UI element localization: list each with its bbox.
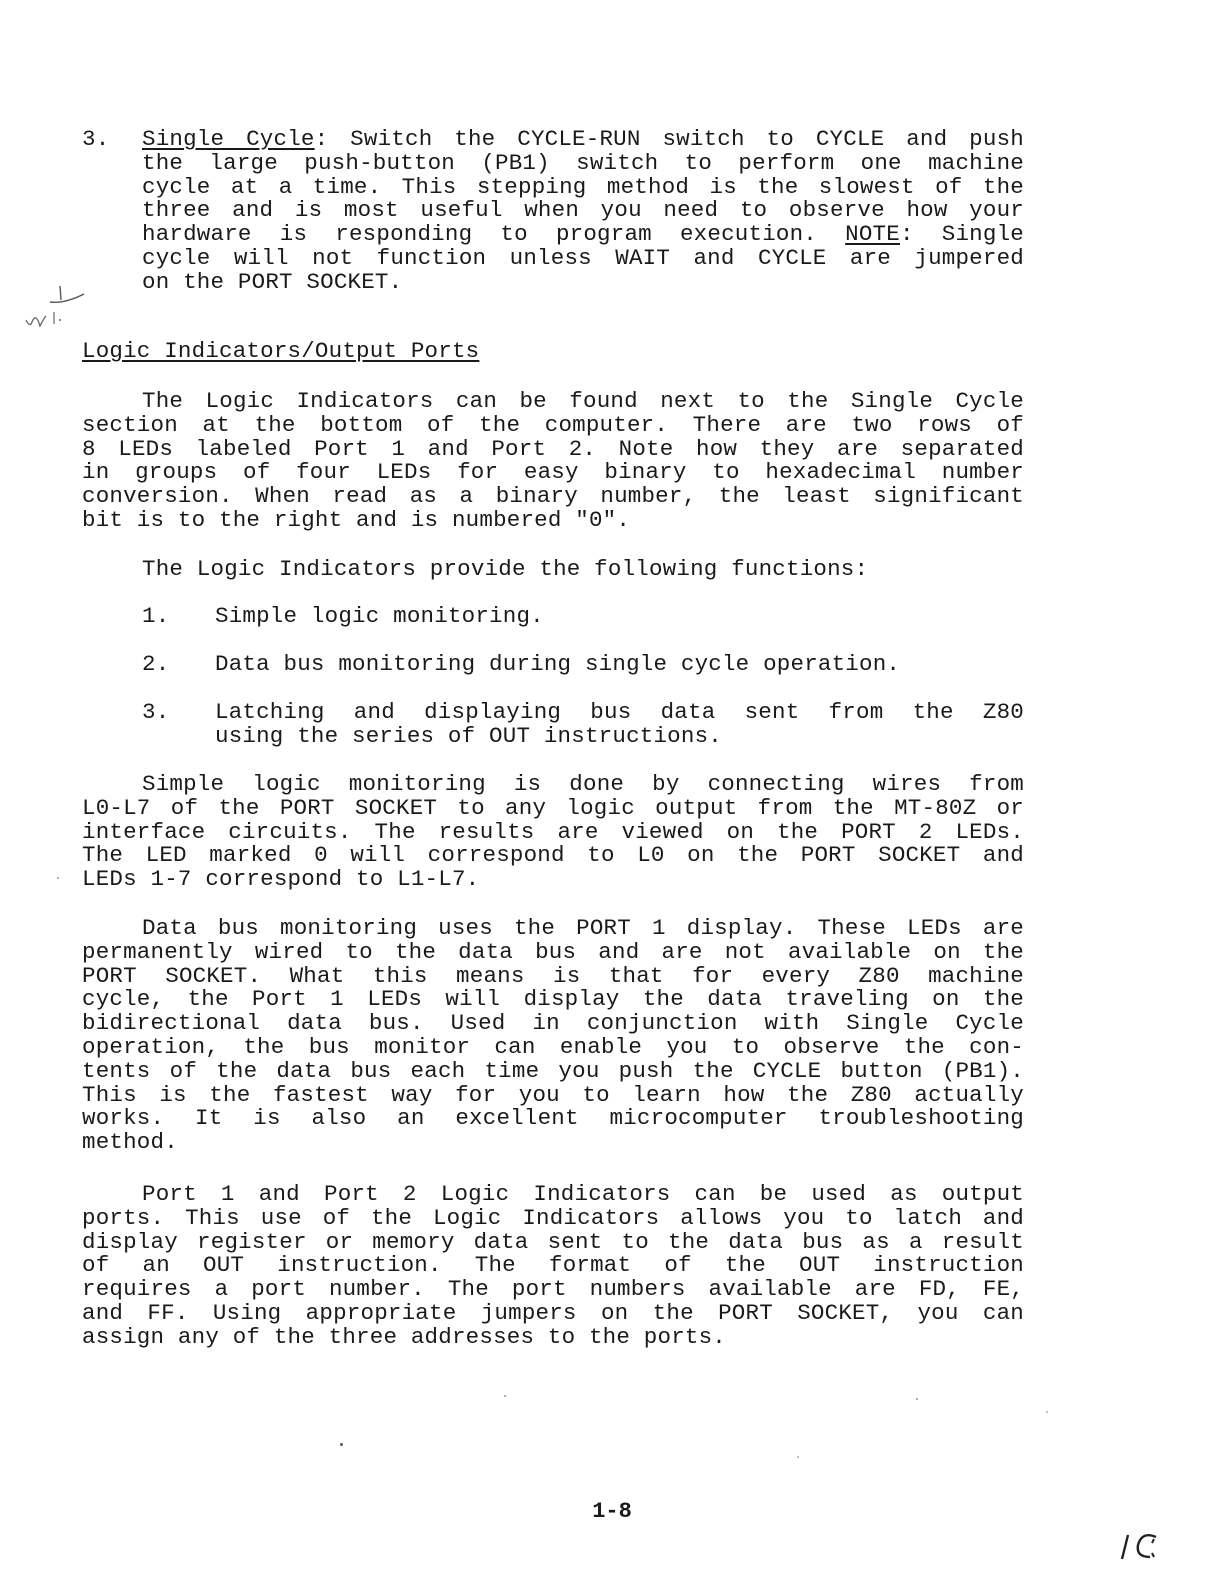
text-line: The Logic Indicators can be found next to the Single Cycle (142, 388, 1024, 414)
text-line: method. (82, 1129, 178, 1156)
text-line: 8 LEDs labeled Port 1 and Port 2. Note how they are separated (82, 435, 1024, 462)
handwritten-margin-mark (14, 282, 94, 342)
text-line: conversion. When read as a binary number, the least significant (82, 483, 1024, 510)
scan-speck (504, 1395, 506, 1397)
text-line: Port 1 and Port 2 Logic Indicators can be used as output (142, 1181, 1024, 1207)
text-line: permanently wired to the data bus and are not available on the (82, 938, 1024, 965)
note-label: NOTE (845, 221, 900, 248)
paragraph-data-bus (82, 917, 1024, 1155)
text-line: cycle will not function unless WAIT and CYCLE are jumpered (142, 244, 1024, 271)
text-line: hardware is responding to program execution. NOTE: Single (142, 221, 1024, 248)
single-cycle-body (142, 128, 1024, 295)
text-line: and FF. Using appropriate jumpers on the PORT SOCKET, you can (82, 1299, 1024, 1326)
text-line: works. It is also an excellent microcomputer troubleshooting (82, 1105, 1024, 1132)
paragraph-logic-indicators (82, 390, 1024, 533)
item-text (215, 701, 1024, 749)
item-number: 3. (82, 126, 110, 152)
text-line: assign any of the three addresses to the ports. (82, 1323, 727, 1350)
single-cycle-title: Single Cycle (142, 126, 315, 152)
text-line: section at the bottom of the computer. There are two rows of (82, 411, 1024, 438)
text-line: Single Cycle: Switch the CYCLE-RUN switch to CYCLE and push (142, 126, 1024, 152)
text-line: three and is most useful when you need to observe how your (142, 197, 1024, 224)
item-text: Simple logic monitoring. (215, 603, 544, 629)
text-line: bit is to the right and is numbered "0". (82, 506, 631, 533)
text-line: The LED marked 0 will correspond to L0 on the PORT SOCKET and (82, 842, 1024, 869)
text-line: Simple logic monitoring is done by connecting wires from (142, 771, 1024, 797)
text-line: cycle at a time. This stepping method is the slowest of the (142, 173, 1024, 200)
text-line: on the PORT SOCKET. (142, 268, 403, 295)
page-number: 1-8 (592, 1499, 632, 1524)
text-line: PORT SOCKET. What this means is that for every Z80 machine (82, 962, 1024, 989)
scan-speck (340, 1443, 343, 1446)
text-line: requires a port number. The port numbers available are FD, FE, (82, 1276, 1024, 1303)
paragraph-functions-intro: The Logic Indicators provide the following functions: (142, 556, 869, 582)
scan-speck (797, 1456, 799, 1458)
text-line: Data bus monitoring uses the PORT 1 display. These LEDs are (142, 915, 1024, 941)
handwritten-corner-number (1118, 1525, 1168, 1565)
text-line: cycle, the Port 1 LEDs will display the data traveling on the (82, 986, 1024, 1013)
item-number: 1. (142, 603, 170, 629)
text-line: in groups of four LEDs for easy binary to hexadecimal number (82, 459, 1024, 486)
text-line: interface circuits. The results are viewed on the PORT 2 LEDs. (82, 818, 1024, 845)
scan-speck (1046, 1411, 1048, 1413)
item-text: Data bus monitoring during single cycle operation. (215, 651, 901, 677)
text-line: This is the fastest way for you to learn how the Z80 actually (82, 1081, 1024, 1108)
section-heading: Logic Indicators/Output Ports (82, 338, 480, 364)
text-line: ports. This use of the Logic Indicators allows you to latch and (82, 1204, 1024, 1231)
scan-speck (916, 1398, 918, 1400)
text-line: tents of the data bus each time you push the CYCLE button (PB1). (82, 1057, 1024, 1084)
scan-speck (57, 877, 59, 879)
text-line: bidirectional data bus. Used in conjunction with Single Cycle (82, 1010, 1024, 1037)
paragraph-simple-logic (82, 773, 1024, 892)
item-number: 3. (142, 699, 170, 725)
item-number: 2. (142, 651, 170, 677)
text-line: operation, the bus monitor can enable you to observe the con- (82, 1033, 1024, 1060)
paragraph-output-ports (82, 1183, 1024, 1350)
text-line: display register or memory data sent to the data bus as a result (82, 1228, 1024, 1255)
text-line: the large push-button (PB1) switch to perform one machine (142, 149, 1024, 176)
text-line: Latching and displaying bus data sent from the Z80 (215, 699, 1024, 725)
text-line: of an OUT instruction. The format of the OUT instruction (82, 1252, 1024, 1279)
text-line: LEDs 1-7 correspond to L1-L7. (82, 866, 480, 893)
text-line: using the series of OUT instructions. (215, 722, 722, 749)
text-line: L0-L7 of the PORT SOCKET to any logic output from the MT-80Z or (82, 794, 1024, 821)
